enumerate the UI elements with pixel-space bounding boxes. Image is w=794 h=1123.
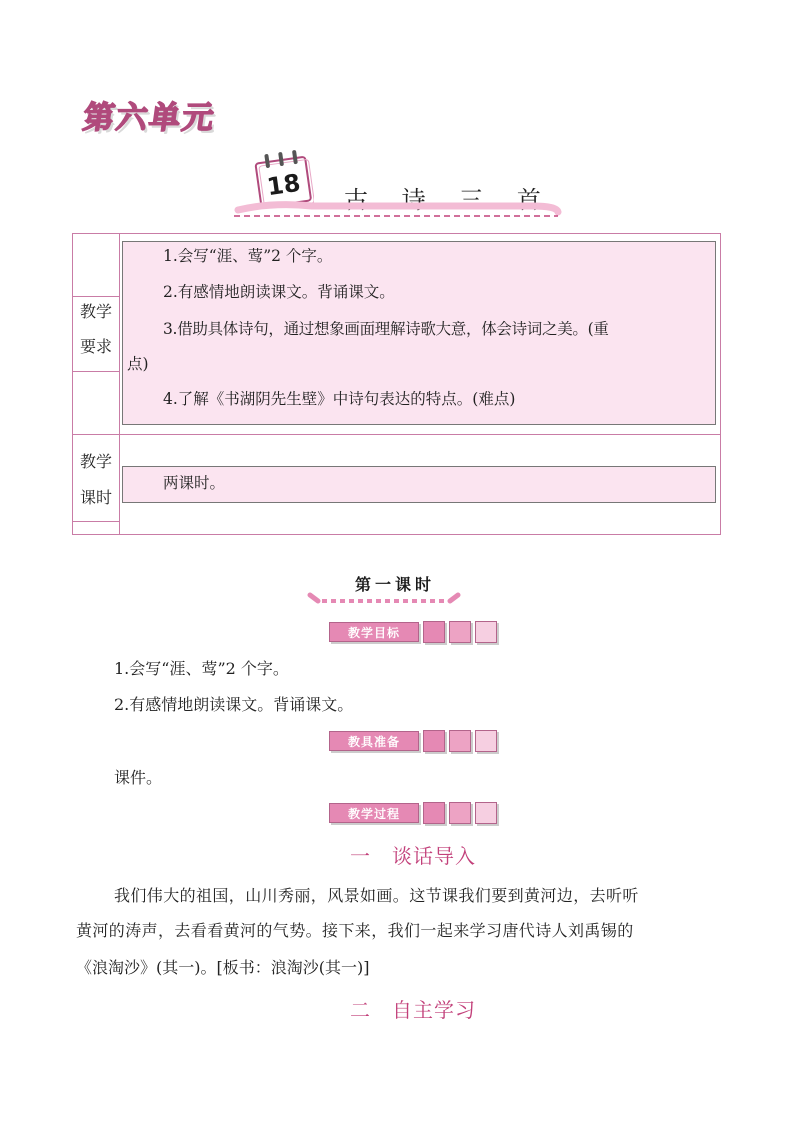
lesson-number: 18 <box>265 168 303 202</box>
objective-item: 2.有感情地朗读课文。背诵课文。 <box>114 695 354 714</box>
hours-text: 两课时。 <box>163 474 226 492</box>
hours-label-line2: 课时 <box>79 488 112 507</box>
materials-tag <box>329 729 497 753</box>
materials-text: 课件。 <box>114 768 163 787</box>
materials-tag-label: 教具准备 <box>329 731 419 751</box>
tag-square <box>449 802 471 824</box>
tag-square <box>423 730 445 752</box>
table-rule <box>73 521 119 522</box>
unit-char-4: 元 <box>179 100 216 136</box>
unit-banner <box>80 92 216 136</box>
process-part2-heading: 二 自主学习 <box>350 998 476 1022</box>
goal-item: 4.了解《书湖阴先生壁》中诗句表达的特点。(难点) <box>163 390 516 408</box>
goal-item: 2.有感情地朗读课文。背诵课文。 <box>163 283 395 301</box>
hours-label-line1: 教学 <box>79 452 112 471</box>
process-tag-label: 教学过程 <box>329 803 419 823</box>
session-decoration <box>304 589 464 607</box>
table-rule <box>73 434 721 435</box>
tag-square <box>475 621 497 643</box>
title-decoration <box>232 196 562 222</box>
objectives-tag <box>329 620 497 644</box>
lesson-title: 古 诗 三 首 <box>344 186 554 214</box>
unit-char-1: 第 <box>80 100 117 136</box>
goals-label-line2: 要求 <box>79 337 112 356</box>
unit-char-3: 单 <box>146 100 183 136</box>
process-part1-heading: 一 谈话导入 <box>350 844 476 868</box>
goal-item-continued: 点) <box>127 355 149 373</box>
tag-square <box>475 730 497 752</box>
goal-item: 1.会写“涯、莺”2 个字。 <box>163 247 333 265</box>
hours-box <box>122 466 716 503</box>
goals-box <box>122 241 716 425</box>
tag-square <box>423 621 445 643</box>
goal-item: 3.借助具体诗句，通过想象画面理解诗歌大意，体会诗词之美。(重 <box>163 320 609 338</box>
tag-square <box>475 802 497 824</box>
table-rule <box>73 371 119 372</box>
tag-square <box>423 802 445 824</box>
objective-item: 1.会写“涯、莺”2 个字。 <box>114 659 289 678</box>
session-title: 第一课时 <box>354 575 435 594</box>
goals-label-line1: 教学 <box>79 302 112 321</box>
unit-char-2: 六 <box>113 100 150 136</box>
process-paragraph-line: 我们伟大的祖国，山川秀丽，风景如画。这节课我们要到黄河边，去听听 <box>114 886 639 905</box>
tag-square <box>449 730 471 752</box>
objectives-tag-label: 教学目标 <box>329 622 419 642</box>
process-paragraph-line: 黄河的涛声，去看看黄河的气势。接下来，我们一起来学习唐代诗人刘禹锡的 <box>76 921 634 940</box>
table-divider-vertical <box>119 234 120 535</box>
process-paragraph-line: 《浪淘沙》(其一)。[板书：浪淘沙(其一)] <box>76 958 370 977</box>
tag-square <box>449 621 471 643</box>
process-tag <box>329 801 497 825</box>
